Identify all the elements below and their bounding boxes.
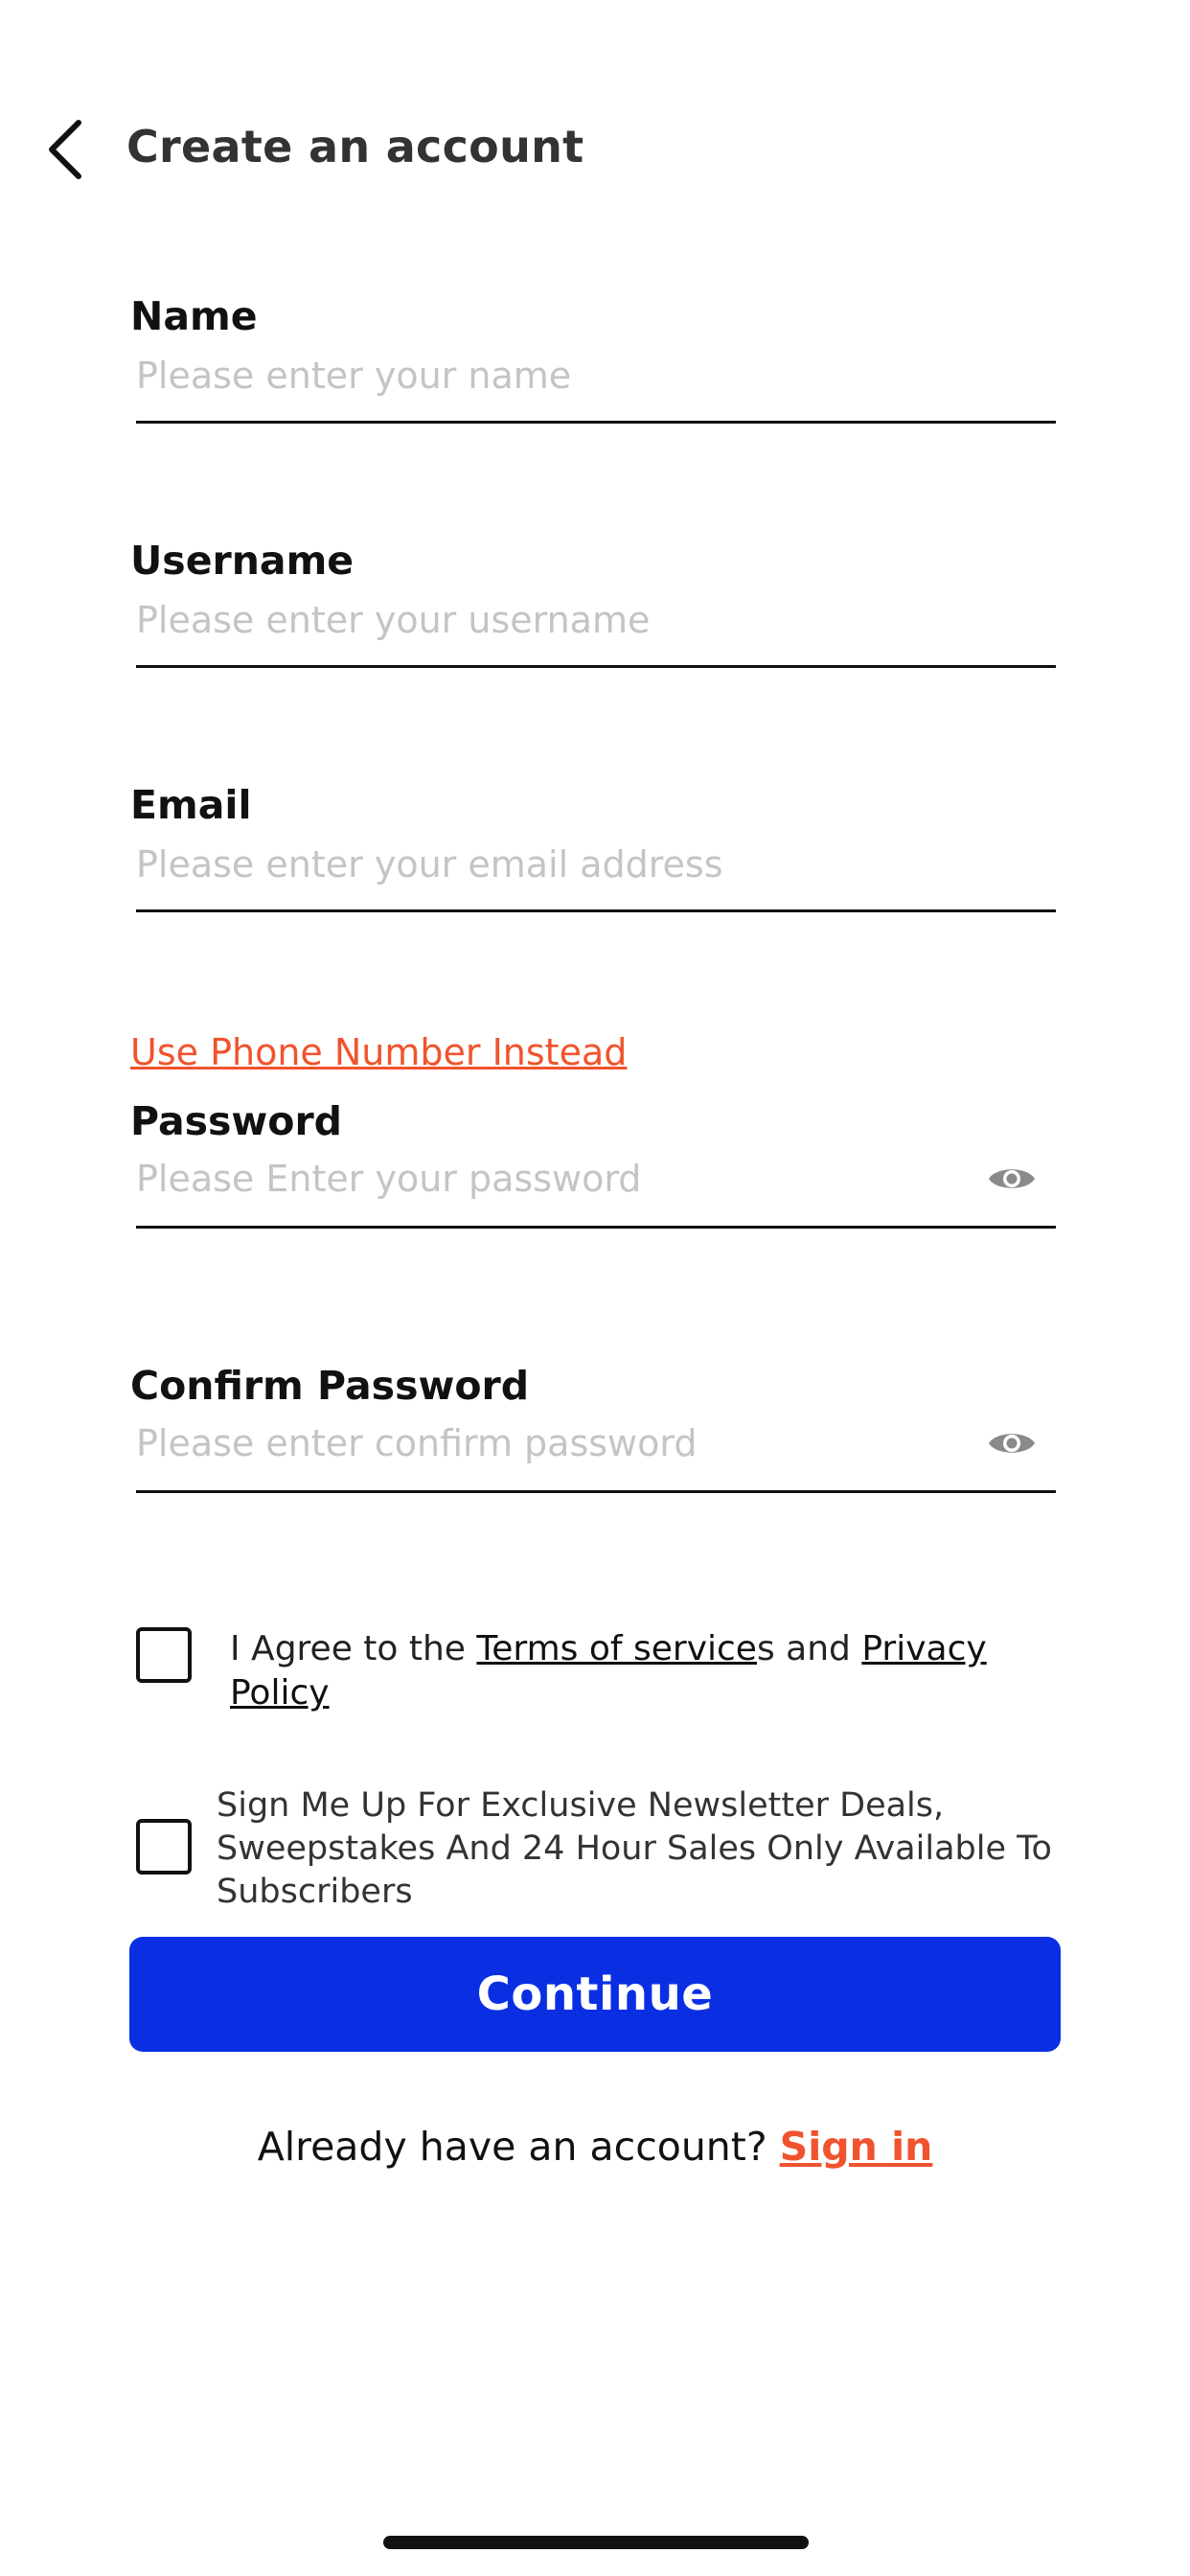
name-input[interactable] xyxy=(136,349,1075,402)
terms-of-service-link[interactable]: Terms of service xyxy=(476,1629,757,1668)
username-underline xyxy=(136,665,1056,668)
signin-prompt: Already have an account? xyxy=(257,2124,780,2170)
password-label: Password xyxy=(130,1098,343,1144)
terms-checkbox[interactable] xyxy=(136,1627,192,1683)
terms-prefix: I Agree to the xyxy=(230,1629,477,1668)
email-label: Email xyxy=(130,782,252,828)
eye-icon xyxy=(987,1162,1037,1195)
confirm-password-underline xyxy=(136,1490,1056,1493)
confirm-password-input[interactable] xyxy=(136,1416,960,1470)
back-button[interactable] xyxy=(36,115,94,184)
password-underline xyxy=(136,1226,1056,1229)
username-input[interactable] xyxy=(136,593,1075,647)
eye-icon xyxy=(987,1427,1037,1460)
email-input[interactable] xyxy=(136,838,1075,891)
home-indicator[interactable] xyxy=(383,2536,809,2549)
confirm-password-visibility-toggle[interactable] xyxy=(985,1424,1039,1462)
chevron-left-icon xyxy=(46,119,84,180)
newsletter-checkbox[interactable] xyxy=(136,1819,192,1874)
username-label: Username xyxy=(130,538,355,584)
terms-middle: s and xyxy=(756,1629,862,1668)
name-label: Name xyxy=(130,293,258,339)
privacy-policy-link[interactable]: Privacy Policy xyxy=(230,1629,987,1713)
password-visibility-toggle[interactable] xyxy=(985,1160,1039,1198)
sign-in-link[interactable]: Sign in xyxy=(779,2124,933,2170)
name-underline xyxy=(136,421,1056,424)
password-input[interactable] xyxy=(136,1152,960,1206)
continue-button[interactable]: Continue xyxy=(129,1937,1061,2052)
use-phone-number-link[interactable]: Use Phone Number Instead xyxy=(130,1031,628,1073)
confirm-password-label: Confirm Password xyxy=(130,1363,530,1409)
signin-row xyxy=(0,2124,1190,2170)
email-underline xyxy=(136,909,1056,912)
newsletter-text: Sign Me Up For Exclusive Newsletter Deals, Sweepstakes And 24 Hour Sales Only Available To Subscribers xyxy=(217,1786,1052,1911)
terms-agreement-text xyxy=(230,1627,1054,1715)
page-title: Create an account xyxy=(126,121,584,172)
